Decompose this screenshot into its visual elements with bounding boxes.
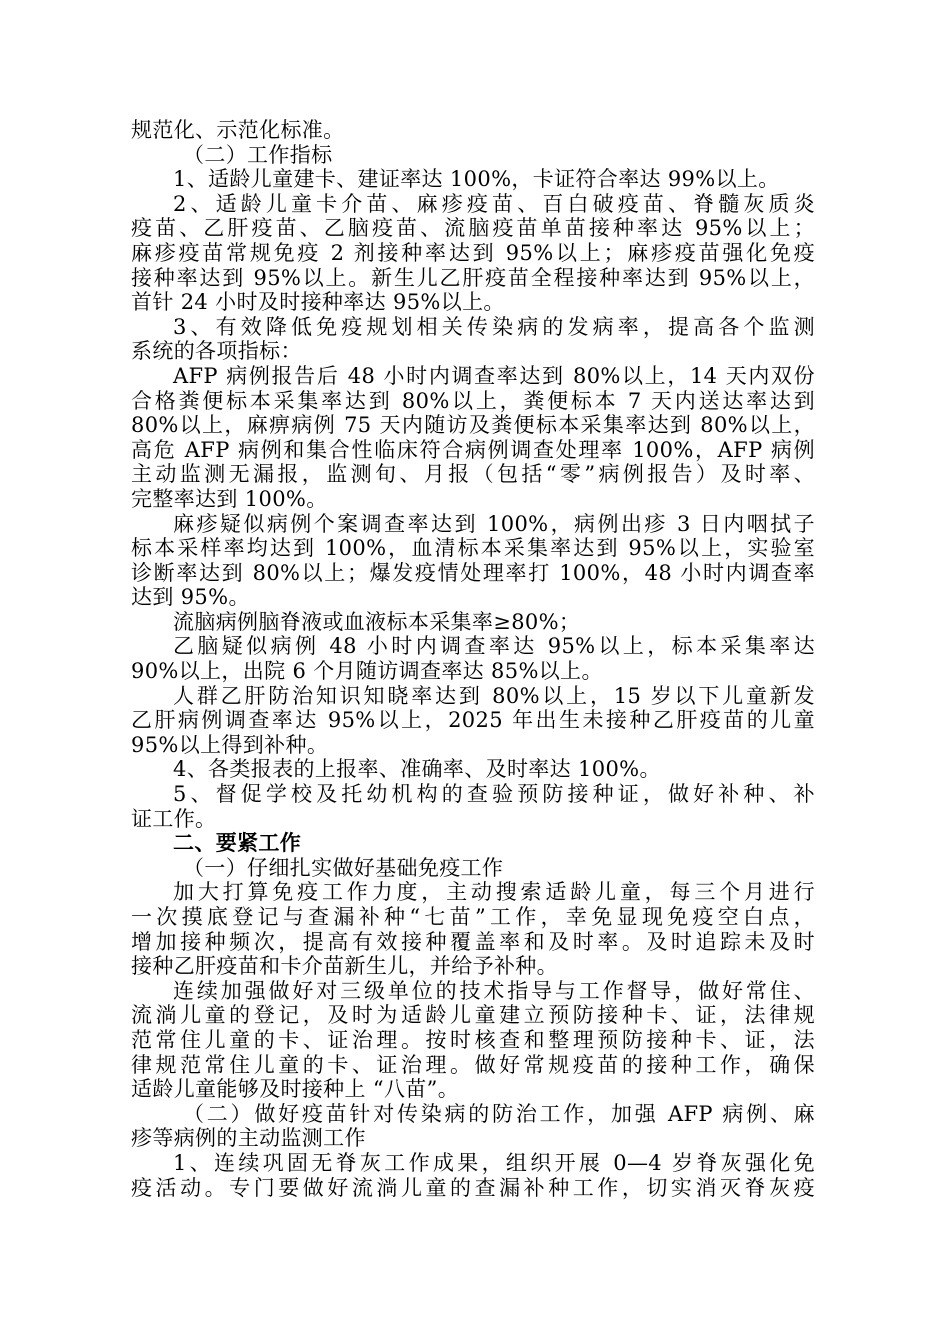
text-line: 2、适龄儿童卡介苗、麻疹疫苗、百白破疫苗、脊髓灰质炎 — [173, 191, 815, 216]
text-line: 诊断率达到 80%以上；爆发疫情处理率打 100%，48 小时内调查率 — [131, 560, 815, 585]
text-line: 接种率达到 95%以上。新生儿乙肝疫苗全程接种率达到 95%以上， — [131, 265, 815, 290]
text-line: 增加接种频次，提高有效接种覆盖率和及时率。及时追踪未及时 — [131, 929, 815, 954]
text-line: 4、各类报表的上报率、准确率、及时率达 100%。 — [173, 757, 661, 782]
text-line: 接种乙肝疫苗和卡介苗新生儿，并给予补种。 — [131, 954, 558, 979]
text-line: 标本采样率均达到 100%，血清标本采集率达到 95%以上，实验室 — [131, 536, 815, 561]
text-line: AFP 病例报告后 48 小时内调查率达到 80%以上，14 天内双份 — [173, 363, 815, 388]
text-line: 连续加强做好对三级单位的技术指导与工作督导，做好常住、 — [173, 978, 815, 1003]
text-line: 疹等病例的主动监测工作 — [131, 1126, 366, 1151]
section-heading: 二、要紧工作 — [173, 830, 302, 856]
text-line: 律规范常住儿童的卡、证治理。做好常规疫苗的接种工作，确保 — [131, 1052, 815, 1077]
text-line: 1、连续巩固无脊灰工作成果，组织开展 0—4 岁脊灰强化免 — [173, 1150, 815, 1175]
text-line: 疫苗、乙肝疫苗、乙脑疫苗、流脑疫苗单苗接种率达 95%以上； — [131, 216, 815, 241]
text-line: 乙肝病例调查率达 95%以上，2025 年出生未接种乙肝疫苗的儿童 — [131, 708, 815, 733]
text-line: 95%以上得到补种。 — [131, 732, 329, 757]
text-line: 系统的各项指标： — [131, 339, 302, 364]
text-line: 麻疹疑似病例个案调查率达到 100%，病例出疹 3 日内咽拭子 — [173, 511, 815, 536]
text-line: 适龄儿童能够及时接种上 “八苗”。 — [131, 1077, 460, 1102]
text-line: 1、适龄儿童建卡、建证率达 100%，卡证符合率达 99%以上。 — [173, 167, 780, 192]
text-line: 90%以上，出院 6 个月随访调查率达 85%以上。 — [131, 659, 603, 684]
text-line: 首针 24 小时及时接种率达 95%以上。 — [131, 290, 505, 315]
text-line: 流脑病例脑脊液或血液标本采集率≥80%； — [173, 609, 581, 634]
text-line: 范常住儿童的卡、证治理。按时核查和整理预防接种卡、证，法 — [131, 1027, 815, 1052]
document-page — [131, 118, 815, 1200]
text-line: 合格粪便标本采集率达到 80%以上，粪便标本 7 天内送达率达到 — [131, 388, 815, 413]
text-line: 3、有效降低免疫规划相关传染病的发病率，提高各个监测 — [173, 314, 815, 339]
text-line: 达到 95%。 — [131, 585, 250, 610]
text-line: 一次摸底登记与查漏补种“七苗”工作，幸免显现免疫空白点， — [131, 905, 815, 929]
text-line: 完整率达到 100%。 — [131, 486, 328, 511]
text-line: 主动监测无漏报，监测旬、月报（包括“零”病例报告）及时率、 — [131, 462, 815, 487]
text-line: 加大打算免疫工作力度，主动搜索适龄儿童，每三个月进行 — [173, 880, 815, 905]
text-line: 麻疹疫苗常规免疫 2 剂接种率达到 95%以上；麻疹疫苗强化免疫 — [131, 240, 815, 265]
text-line: 人群乙肝防治知识知晓率达到 80%以上，15 岁以下儿童新发 — [173, 683, 815, 708]
text-line: 规范化、示范化标准。 — [131, 118, 345, 142]
text-line: 5、督促学校及托幼机构的查验预防接种证，做好补种、补 — [173, 782, 815, 807]
text-line: 证工作。 — [131, 806, 217, 831]
text-line: （二）工作指标 — [183, 142, 333, 167]
text-line: 高危 AFP 病例和集合性临床符合病例调查处理率 100%，AFP 病例 — [131, 437, 815, 462]
text-line: 乙脑疑似病例 48 小时内调查率达 95%以上，标本采集率达 — [173, 634, 815, 659]
text-line: （二）做好疫苗针对传染病的防治工作，加强 AFP 病例、麻 — [183, 1101, 815, 1126]
text-line: 80%以上，麻痹病例 75 天内随访及粪便标本采集率达到 80%以上， — [131, 413, 815, 438]
text-line: 疫活动。专门要做好流淌儿童的查漏补种工作，切实消灭脊灰疫 — [131, 1175, 815, 1200]
text-line: 流淌儿童的登记，及时为适龄儿童建立预防接种卡、证，法律规 — [131, 1003, 815, 1028]
text-line: （一）仔细扎实做好基础免疫工作 — [183, 855, 504, 880]
